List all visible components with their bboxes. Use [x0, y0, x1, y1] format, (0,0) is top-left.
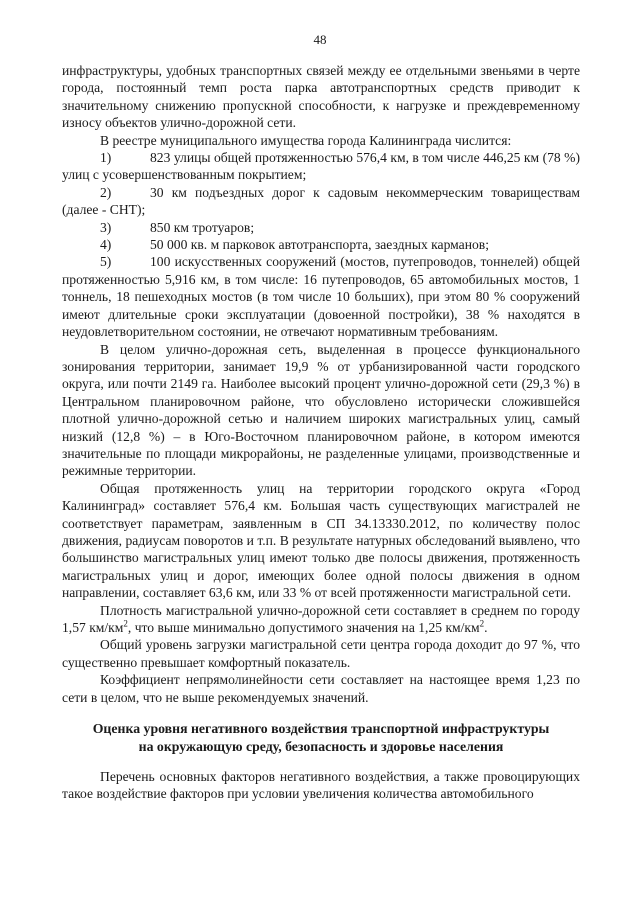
- list-item: [62, 236, 580, 253]
- paragraph-network-share: В целом улично-дорожная сеть, выделенная в процессе функционального зонирования территории, занимает 19,9 % от урбанизированной части городского округа, или почти 2149 га. Наиболее высокий процент улично-дорожной сети (29,3 %) в Центральном планировочном районе, что обусловлено исторически сложившейся плотной улично-дорожной сетью и наличием широких магистральных улиц, самый низкий (12,8 %) – в Юго-Восточном планировочном районе, в котором имеются значительные по площади микрорайоны, не разделенные улицами, производственные и режимные территории.: [62, 341, 580, 479]
- list-text: 50 000 кв. м парковок автотранспорта, заездных карманов;: [150, 237, 489, 253]
- superscript-2: 2: [123, 618, 128, 629]
- list-number: 1): [100, 150, 112, 166]
- list-item: [62, 149, 580, 184]
- paragraph-total-length: Общая протяженность улиц на территории городского округа «Город Калининград» составляет 576,4 км. Большая часть существующих магистралей не соответствует параметрам, заявленным в СП 34.13330.2012, по количеству полос движения, радиусам поворотов и т.п. В результате натурных обследований выявлено, что большинство магистральных улиц имеют только две полосы движения, протяженность магистральных улиц и дорог, имеющих более одной полосы движения в одном направлении, составляет 63,6 км, или 33 % от всей протяженности магистральной сети.: [62, 480, 580, 601]
- list-item: [62, 253, 580, 340]
- list-number: 3): [100, 219, 112, 235]
- paragraph-coefficient: Коэффициент непрямолинейности сети составляет на настоящее время 1,23 по сети в целом, что не выше рекомендуемых значений.: [62, 672, 580, 705]
- list-text: 100 искусственных сооружений (мостов, путепроводов, тоннелей) общей протяженностью 5,916 км, в том числе: 16 путепроводов, 65 автомобильных мостов, 1 тоннель, 18 пешеходных мостов (в том числе 10 больших), при этом 80 % сооружений имеют длительные сроки эксплуатации (довоенной постройки), 38 % находятся в неудовлетворительном состоянии, не отвечают нормативным требованиям.: [62, 254, 580, 340]
- list-text: 30 км подъездных дорог к садовым некоммерческим товариществам (далее - СНТ);: [62, 184, 580, 218]
- heading-line-1: Оценка уровня негативного воздействия транспортной инфраструктуры: [92, 721, 550, 737]
- document-body: [62, 62, 580, 803]
- page-number: 48: [313, 32, 327, 47]
- list-number: 5): [100, 254, 112, 270]
- superscript-2: 2: [479, 618, 485, 629]
- paragraph-density: [62, 602, 580, 637]
- paragraph-registry: В реестре муниципального имущества города Калининграда числится:: [100, 132, 512, 148]
- density-text-b: , что выше минимально допустимого значения на 1,25 км/км: [127, 620, 480, 635]
- section-heading: [62, 720, 580, 756]
- density-text-a: Плотность магистральной улично-дорожной сети составляет в среднем по городу 1,57 км/км: [62, 602, 580, 635]
- heading-line-2: на окружающую среду, безопасность и здоровье населения: [138, 739, 504, 755]
- paragraph-load: Общий уровень загрузки магистральной сети центра города доходит до 97 %, что существенно превышает комфортный показатель.: [62, 637, 580, 670]
- list-item: [62, 219, 580, 236]
- list-number: 2): [100, 184, 112, 200]
- list-text: 823 улицы общей протяженностью 576,4 км, в том числе 446,25 км (78 %) улиц с усовершенствованным покрытием;: [62, 150, 580, 183]
- paragraph-intro: инфраструктуры, удобных транспортных связей между ее отдельными звеньями в черте города, постоянный темп роста парка автотранспортных средств приводит к значительному снижению пропускной способности, к нагрузке и преждевременному износу объектов улично-дорожной сети.: [62, 63, 580, 131]
- list-number: 4): [100, 237, 112, 253]
- list-item: [62, 184, 580, 219]
- paragraph-factors: Перечень основных факторов негативного воздействия, а также провоцирующих такое воздействие факторов при условии увеличения количества автомобильного: [62, 769, 580, 802]
- density-text-c: .: [484, 620, 488, 635]
- list-text: 850 км тротуаров;: [150, 219, 255, 235]
